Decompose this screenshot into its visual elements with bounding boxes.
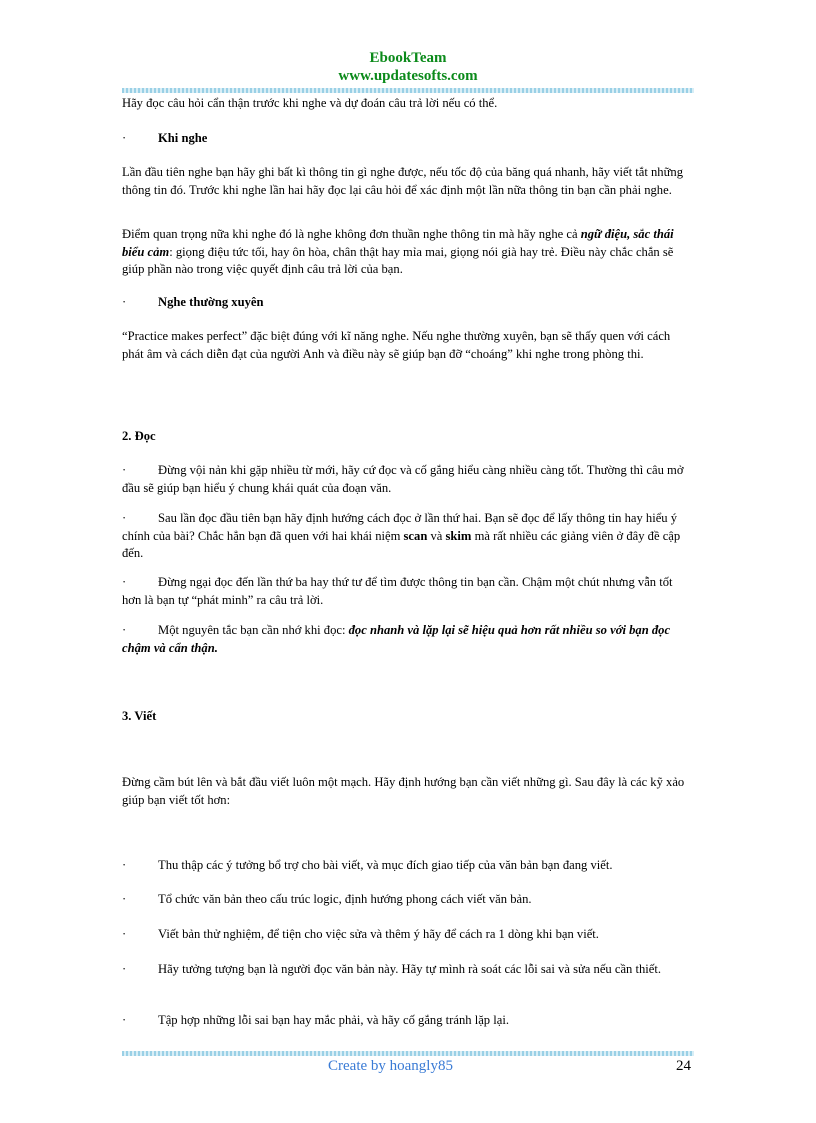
writing-item-3: · Viết bản thử nghiệm, để tiện cho việc sửa và thêm ý hãy để cách ra 1 dòng khi bạn viết. xyxy=(122,926,694,944)
header-title: EbookTeam xyxy=(369,50,447,66)
bullet: · xyxy=(122,1013,127,1027)
reading-bullet-2: · Sau lần đọc đầu tiên bạn hãy định hướng cách đọc ở lần thứ hai. Bạn sẽ đọc để lấy thông tin hay hiểu ý chính của bài? Chắc hẳn bạn đã quen với hai khái niệm scan và skim mà rất nhiều các giảng viên ở đây đề cập đến. xyxy=(122,511,681,560)
section-heading-listening: · Khi nghe xyxy=(122,130,694,148)
listening-paragraph-3: “Practice makes perfect” đặc biệt đúng với kĩ năng nghe. Nếu nghe thường xuyên, bạn sẽ thấy quen với cách phát âm và cách diễn đạt của người Anh và điều này sẽ giúp bạn đỡ “choáng” khi nghe trong phòng thi. xyxy=(122,329,671,361)
header-divider xyxy=(122,88,694,93)
emphasis-text: ngữ điệu, sắc thái biểu cảm xyxy=(122,227,674,259)
reading-bullet-4: · Một nguyên tắc bạn cần nhớ khi đọc: đọc nhanh và lặp lại sẽ hiệu quả hơn rất nhiều so với bạn đọc chậm và cẩn thận. xyxy=(122,623,671,655)
bullet: · xyxy=(122,858,127,872)
bullet: · xyxy=(122,927,127,941)
header-url[interactable]: www.updatesofts.com xyxy=(338,68,478,84)
bullet: · xyxy=(122,623,127,637)
listening-paragraph-1: Lần đầu tiên nghe bạn hãy ghi bất kì thông tin gì nghe được, nếu tốc độ của băng quá nhanh, hãy viết tắt những thông tin đó. Trước khi nghe lần hai hãy đọc lại câu hỏi để xác định một lần nữa thông tin bạn cần phải nghe. xyxy=(122,165,684,197)
bullet: · xyxy=(122,295,127,309)
bullet: · xyxy=(122,575,127,589)
bullet: · xyxy=(122,511,127,525)
bullet: · xyxy=(122,463,127,477)
listening-paragraph-2: Điểm quan trọng nữa khi nghe đó là nghe không đơn thuần nghe thông tin mà hãy nghe cả ngữ điệu, sắc thái biểu cảm: giọng điệu tức tối, hay ôn hòa, chân thật hay mỉa mai, giọng nói già hay trẻ. Điều này chắc chắn sẽ giúp phần nào trong việc quyết định câu trả lời của bạn. xyxy=(122,227,674,276)
bullet: · xyxy=(122,962,127,976)
emphasis-text: đọc nhanh và lặp lại sẽ hiệu quả hơn rất nhiều so với bạn đọc chậm và cẩn thận. xyxy=(122,623,671,655)
writing-item-2: · Tổ chức văn bản theo cấu trúc logic, định hướng phong cách viết văn bản. xyxy=(122,891,694,909)
intro-paragraph: Hãy đọc câu hỏi cẩn thận trước khi nghe và dự đoán câu trả lời nếu có thể. xyxy=(122,96,498,110)
writing-item-5: · Tập hợp những lỗi sai bạn hay mắc phải, và hãy cố gắng tránh lặp lại. xyxy=(122,1012,694,1030)
section-heading-writing: 3. Viết xyxy=(122,709,157,723)
footer-divider xyxy=(122,1051,694,1056)
footer-credit: Create by hoangly85 xyxy=(328,1058,453,1074)
reading-bullet-3: · Đừng ngại đọc đến lần thứ ba hay thứ tư để tìm được thông tin bạn cần. Chậm một chút nhưng vẫn tốt hơn là bạn tự “phát minh” ra câu trả lời. xyxy=(122,575,673,607)
section-heading-frequent-listening: · Nghe thường xuyên xyxy=(122,294,694,312)
writing-item-4: · Hãy tưởng tượng bạn là người đọc văn bản này. Hãy tự mình rà soát các lỗi sai và sửa nếu cần thiết. xyxy=(122,961,694,979)
section-heading-reading: 2. Đọc xyxy=(122,429,156,443)
writing-item-1: · Thu thập các ý tưởng bổ trợ cho bài viết, và mục đích giao tiếp của văn bản bạn đang viết. xyxy=(122,857,694,875)
reading-bullet-1: · Đừng vội nản khi gặp nhiều từ mới, hãy cứ đọc và cố gắng hiểu càng nhiều càng tốt. Thường thì câu mở đầu sẽ giúp bạn hiểu ý chung khái quát của đoạn văn. xyxy=(122,463,684,495)
page-number: 24 xyxy=(676,1058,691,1074)
bullet: · xyxy=(122,131,127,145)
bullet: · xyxy=(122,892,127,906)
writing-intro: Đừng cầm bút lên và bắt đầu viết luôn một mạch. Hãy định hướng bạn cần viết những gì. Sau đây là các kỹ xảo giúp bạn viết tốt hơn: xyxy=(122,775,685,807)
